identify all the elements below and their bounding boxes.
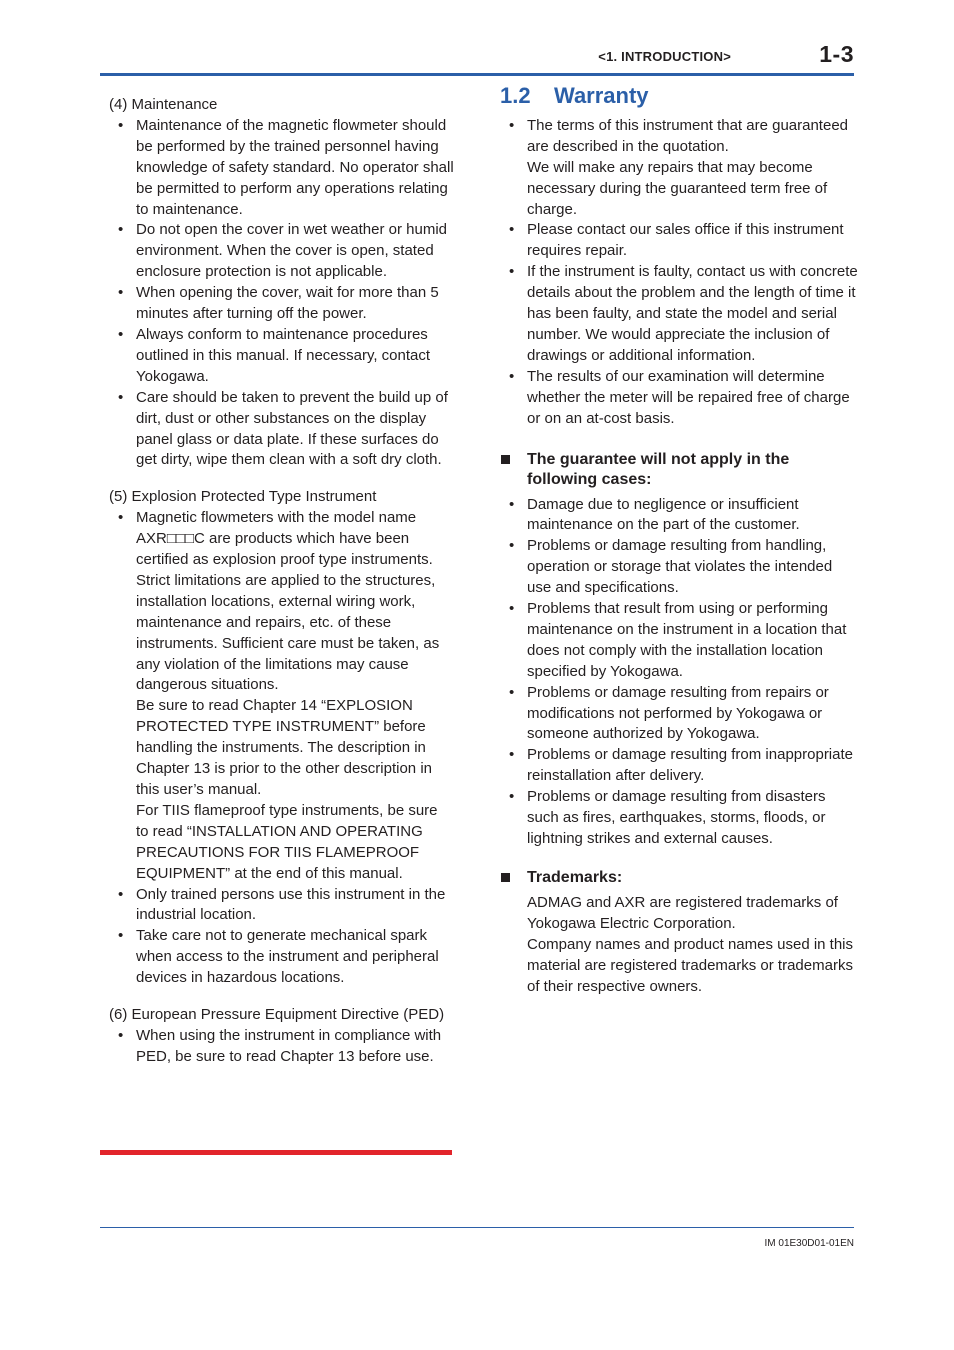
section-title-text: Warranty	[554, 83, 649, 108]
list-item: • If the instrument is faulty, contact us with concrete details about the problem and the length of time it has been faulty, and state the model and serial number. We would appreciate the inclusion of drawings or additional information.	[509, 263, 858, 364]
list-item	[109, 508, 454, 884]
square-bullet-icon	[501, 873, 510, 882]
bullet-icon: •	[118, 927, 124, 945]
bullet-icon: •	[118, 388, 124, 406]
list-item: • Problems or damage resulting from repairs or modifications not performed by Yokogawa or someone authorized by Yokogawa.	[509, 683, 829, 743]
list-item: • Problems or damage resulting from handling, operation or storage that violates the intended use and specifications.	[509, 537, 833, 597]
paragraph: We will make any repairs that may become necessary during the guaranteed term free of charge.	[527, 158, 828, 218]
bullet-icon: •	[118, 284, 124, 302]
paragraph: ADMAG and AXR are registered trademarks of Yokogawa Electric Corporation.	[527, 893, 838, 932]
warranty-list	[500, 116, 860, 430]
maintenance-list	[109, 116, 454, 471]
paragraph: The terms of this instrument that are guaranteed are described in the quotation.	[527, 116, 848, 155]
list-item: • When using the instrument in compliance with PED, be sure to read Chapter 13 before use.	[118, 1026, 442, 1065]
list-item: • When opening the cover, wait for more than 5 minutes after turning off the power.	[118, 284, 439, 323]
left-column	[109, 95, 454, 1068]
bullet-icon: •	[509, 263, 515, 281]
bullet-icon: •	[118, 221, 124, 239]
list-item: • Problems or damage resulting from disasters such as fires, earthquakes, storms, floods, or lightning strikes and external causes.	[509, 788, 826, 847]
footer-rule	[100, 1227, 854, 1228]
bullet-icon: •	[509, 537, 515, 555]
right-column	[500, 83, 860, 997]
document-id: IM 01E30D01-01EN	[764, 1238, 854, 1249]
ped-heading: (6) European Pressure Equipment Directive (PED)	[109, 1006, 445, 1024]
bullet-icon: •	[118, 116, 124, 134]
guarantee-heading: The guarantee will not apply in the following cases:	[500, 450, 860, 490]
list-item: • The results of our examination will determine whether the meter will be repaired free of charge or on an at-cost basis.	[509, 367, 850, 427]
paragraph: Magnetic flowmeters with the model name AXR□□□C are products which have been certified as explosion proof type instruments. Strict limitations are applied to the structures, installation locations, external wiring work, maintenance and repairs, etc. of these instruments. Sufficient care must be taken, as any violation of the limitations may cause dangerous situations.	[136, 509, 440, 694]
bullet-icon: •	[509, 495, 515, 513]
paragraph: For TIIS flameproof type instruments, be sure to read “INSTALLATION AND OPERATING PRECAUTIONS FOR TIIS FLAMEPROOF EQUIPMENT” at the end of this manual.	[136, 801, 438, 882]
section-title	[500, 83, 860, 108]
list-item	[500, 116, 860, 221]
trademarks-body	[500, 893, 860, 998]
bullet-icon: •	[118, 325, 124, 343]
list-item: • Damage due to negligence or insufficient maintenance on the part of the customer.	[509, 495, 800, 534]
maintenance-heading: (4) Maintenance	[109, 96, 218, 113]
bullet-icon: •	[509, 746, 515, 764]
end-marker-rule	[100, 1150, 452, 1155]
paragraph: Be sure to read Chapter 14 “EXPLOSION PROTECTED TYPE INSTRUMENT” before handling the instruments. The description in Chapter 13 is prior to the other description in this user’s manual.	[136, 697, 432, 798]
bullet-icon: •	[509, 367, 515, 385]
bullet-icon: •	[509, 600, 515, 618]
bullet-icon: •	[509, 221, 515, 239]
bullet-icon: •	[118, 509, 124, 527]
list-item: • Care should be taken to prevent the build up of dirt, dust or other substances on the display panel glass or data plate. If these surfaces do get dirty, wipe them clean with a soft dry cloth.	[118, 388, 448, 469]
list-item: • Please contact our sales office if this instrument requires repair.	[509, 221, 844, 260]
bullet-icon: •	[118, 1026, 124, 1044]
explosion-list	[109, 508, 454, 989]
bullet-icon: •	[118, 885, 124, 903]
list-item: • Take care not to generate mechanical spark when access to the instrument and peripheral devices in hazardous locations.	[118, 927, 439, 987]
ped-list	[109, 1026, 454, 1068]
section-number: 1.2	[500, 83, 531, 108]
explosion-heading: (5) Explosion Protected Type Instrument	[109, 488, 377, 506]
list-item: • Only trained persons use this instrument in the industrial location.	[118, 885, 446, 924]
header-rule	[100, 73, 854, 76]
list-item: • Do not open the cover in wet weather or humid environment. When the cover is open, stated enclosure protection is not applicable.	[118, 221, 448, 281]
trademarks-heading: Trademarks:	[500, 868, 860, 888]
bullet-icon: •	[509, 788, 515, 806]
square-bullet-icon	[501, 455, 510, 464]
list-item: • Maintenance of the magnetic flowmeter should be performed by the trained personnel having knowledge of safety standard. No operator shall be permitted to perform any operations relating to maintenance.	[118, 116, 454, 218]
guarantee-list	[500, 495, 860, 850]
bullet-icon: •	[509, 116, 515, 134]
bullet-icon: •	[509, 683, 515, 701]
page-number: 1-3	[819, 41, 854, 67]
list-item: • Always conform to maintenance procedures outlined in this manual. If necessary, contact Yokogawa.	[118, 325, 431, 385]
chapter-label: <1. INTRODUCTION>	[598, 49, 731, 64]
paragraph: Company names and product names used in this material are registered trademarks or trademarks of their respective owners.	[527, 935, 854, 995]
list-item: • Problems or damage resulting from inappropriate reinstallation after delivery.	[509, 746, 853, 785]
list-item: • Problems that result from using or performing maintenance on the instrument in a location that does not comply with the installation location specified by Yokogawa.	[509, 600, 847, 680]
